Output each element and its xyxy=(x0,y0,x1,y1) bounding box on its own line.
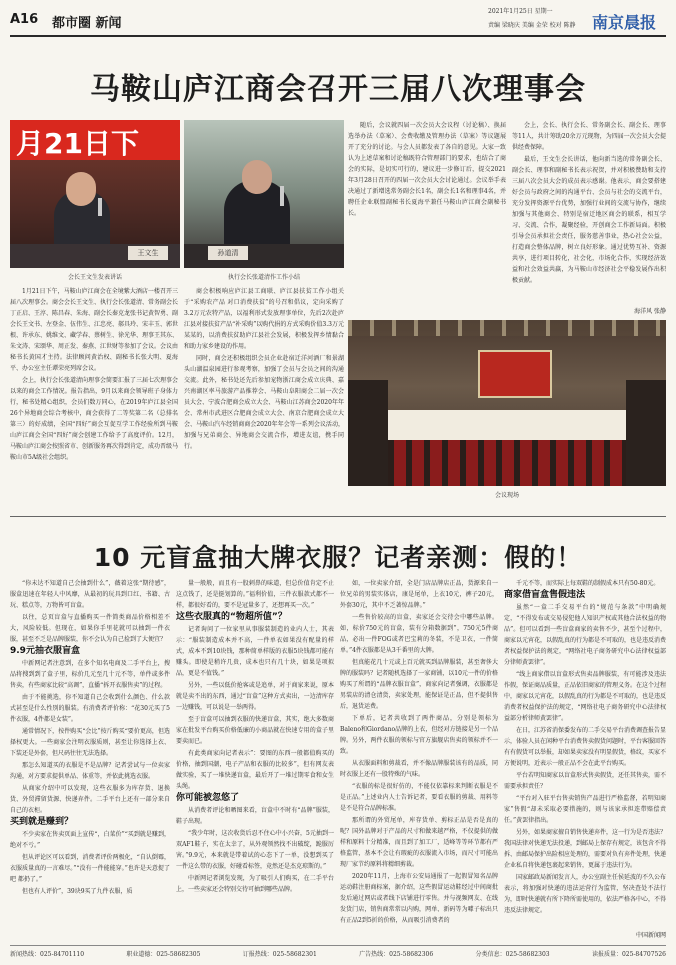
page-footer xyxy=(10,945,666,958)
paragraph: 国家邮政局新闻发言人，办公室副主任侯延波的不久公布表示，将加强对快递的违法运营行为监管，坚决查处不法行为，即时快递就有所下降所需使用的，依法严格各中心，不得违反法律规定。 xyxy=(504,874,666,914)
paragraph: 平台若明知商家以盲盒形式售卖假货，还任其售卖，需不需要承担责任？ xyxy=(504,772,666,790)
footer-ads: 广告热线：025-58682306 xyxy=(359,951,434,958)
subheading: 商家借盲盒售假违法 xyxy=(504,590,586,600)
paragraph: 最后，王文生会长讲话，他向新当选的常务副会长、副会长、理事和副秘书长表示祝贺，并对积极赞助和支持三届八次会员大会的成员表示感谢。他表示，商会要搭建好会员与政府之间的沟通平台、会员与社会的交流平台，充分发挥资源平台优势，加强行业间的交流与协作，继续加强与其他商会、特别是宿迁地区商会的联系，相互学习、交流、合作，凝聚经验，开创商会工作新局面。积极引导会员承担社会责任，服务慈善事业，热心社会公益，打造商会整体品牌，树立良好形象。通过优势互补、资源共享，进行项目转化，社会化，市场化合作，实现经济效益和社会效益共赢，为马鞍山市经济社会平稳发展作出积极贡献。 xyxy=(512,156,666,284)
page-number: A16 xyxy=(10,12,39,27)
paragraph: “你未达不知道自己会抽到什么”，薇着这张“期待感”，服盒迅速在年轻人中风靡，从最初的玩具到口红、书籍、古玩、糕点等，万物皆可盲盒。 xyxy=(10,580,170,609)
paragraph: 同时，商会还积极组织会员企业赴宿迁洋河酒厂和景湖头山湖温泉园进行参观考察，加强了会员与会员之间的沟通交流。此外，秘书处还先后参加宠物浙江商会成立庆典、嘉兴南湖区率马旅游产品推荐会、马鞍山阜阳商会二届一次会员大会、宁波合肥商会成立大会、马鞍山江苏商会2020年年会、常州市武进区合肥商会成立大会、南京合肥商会成立大会、马鞍山汽车经销商商会2020年年会等一系列会议活动，加强与兄弟商会、异地商会交流合作，增进友谊，携手同行。 xyxy=(184,355,344,450)
paragraph: 但真能花几十元或上百元就买到品牌服装，甚至奢侈大牌的服装吗？记者随机选择了一家商铺，以10元一件的价格购买了所谓的“品牌衣服盲盒”，商家向记者强调，衣服都是男装店的清仓清货，卖家处理，能保证是正品，但不提供售后，退货运费。 xyxy=(340,659,498,710)
issue-date: 2021年1月25日 星期一 xyxy=(488,8,553,15)
article2-headline: 10 元盲盒抽大牌衣服？记者亲测：假的！ xyxy=(93,543,583,572)
paragraph: 中新网记者浏览发现，为了吸引人们购买，在二手平台上，一些卖家还会特别交待可抽到哪些品牌。 xyxy=(176,875,334,893)
article2-column-2 xyxy=(176,578,334,942)
footer-ethics: 职业道德：025-58682305 xyxy=(126,951,201,958)
photo3-caption: 会议现场 xyxy=(494,492,519,499)
photo-nameplate: 王文生 xyxy=(128,246,168,260)
article1-headline: 马鞍山庐江商会召开三届八次理事会 xyxy=(90,72,586,107)
subheading: 9.9元抽衣服盲盒 xyxy=(10,646,80,656)
article1-byline: 海洋风 张静 xyxy=(634,308,666,315)
paragraph: 至于盲盒可以抽到衣服的快递盲盒，其实，绝大多数商家在批发平台购买价格低廉的小商品就在快速专用的盒子里要卖而已。 xyxy=(176,716,334,745)
paragraph: 商会积极响应庐江县工商联、庐江县扶贫工作小组关于“采购农产品 对口消费扶贫”的号召和倡议，定向采购了3.2万元农特产品，以福利形式发放理事单位，先后2次赴庐江县对接扶贫产品“补采购”以购代捐的方式采购价值3.3万元某某的，以消费扶贫助庐江县社会发展，积极发挥乡情黏合和助力家乡建设的作用。 xyxy=(184,288,344,350)
page-header xyxy=(0,0,676,40)
paragraph: 另外，如果商家擅自销售快递弃件，这一行为是否违法？我国法律对快递无法投递，到邮局上保存有规定，该包含不得拆、由邮局保护出险相应处理的，需要对负有弃件处理，快递企业私自将快递包裹起来销售，更属于违法行为。 xyxy=(504,829,666,869)
paragraph: 在日，江苏省消保委发布的二手交易平台消费调查报告显示，体验人员在闲种平台消费售卖假货问题时，平台客服回答有有假货可以举报，却如果卖家没有明显假货，格纹，买家不方便说明，近表示一般正品不会在此平台购买。 xyxy=(504,727,666,767)
photo-speaker-zhang xyxy=(184,120,344,268)
paragraph: 虽然“一盒二手交易平台的“规范与条款”中明确规定，“不得发布或交易侵犯他人知识产权或其他合法权益的物品”。但可以看到一些盲盒商家的卖售不少，甚至个过程中，商家以元宵花，以假乱真的行为都是不可取的，也是违反消费者权益保护法的规定，“网络社电子商务研究中心法律权益部分律师黄罢律”。 xyxy=(504,604,666,666)
photo1-caption: 会长王文生发表讲话 xyxy=(67,274,122,281)
article2-column-3 xyxy=(340,578,498,942)
paragraph: 下单后，记者共收到了两件商品，分别是领标为Baleno和Giordano品牌的上衣，但经对方链接是另一个品牌。另外，两件衣服的领标与官方旗舰店售卖的领标并不一致。 xyxy=(340,715,498,755)
subheading: 你可能被忽悠了 xyxy=(176,793,240,803)
paragraph: “衣服的标是很好仿的，不能仅依靠标来判断衣服是不是正品。”上述业内人士告诉记者，要看衣服的剪裁、用料等是不是符合品牌标准。 xyxy=(340,783,498,812)
paragraph: 不少卖家在售卖页面上宣传“，白菜价”“买到就是赚到，绝对不亏。” xyxy=(10,831,170,849)
article1-column-2 xyxy=(184,286,344,510)
paragraph: 从商家介绍中可以发现，这些衣服多为库存货、退换货、外贸滞留货源、快递弃件。二手平台上还有一部分来自自己的衣柜。 xyxy=(10,785,170,814)
paragraph: 通常情况下，按件购买“会比”按斤购买“要价更高，但选择权更大。一些商家会注明衣服质则，甚至让你选择上衣、下装还是外套，但尺码往往无法选择。 xyxy=(10,728,170,757)
paragraph: 随后，会议就四届一次会员大会议程（讨论稿）、换届选举办法（草案）、会费收缴及管理办法（草案）等议题展开了充分的讨论。与会人员都发表了各自的意见。大家一致认为上述草案和讨论稿既符合管理部门的要求，也结合了商会的实际，是切实可行的，建议进一步修订后，提交2021年3月28日召开的四届一次会员大会讨论通过。会议举手表决通过了新增选常务副会长1名，副会长1名和理事4名，并聘任企业联盟副秘书长夏海平兼任马鞍山庐江商会副秘书长。 xyxy=(348,122,506,217)
subheading: 买到就是赚到？ xyxy=(10,817,74,827)
photo-meeting-hall xyxy=(348,320,666,486)
photo2-caption: 执行会长张道清作工作小结 xyxy=(227,274,300,281)
article1-column-4 xyxy=(512,120,666,306)
section-divider xyxy=(10,516,666,517)
article1-column-3 xyxy=(348,120,506,316)
photo-nameplate-2: 孙道清 xyxy=(208,246,248,260)
paragraph: 从消费者评论和晒图来看，盲盒中不时有“品牌”服装，鞋子出现。 xyxy=(176,807,334,825)
paragraph: 如，一位卖家介绍，全是门店品牌店正品，货源来自一位兄弟的男装实体店，康是尾单，上衣10元，裤子20元，外套30元，其中不乏著惊品牌。” xyxy=(340,580,498,609)
footer-subscribe: 订报热线：025-58682301 xyxy=(242,951,317,958)
section-title: 都市圈 新闻 xyxy=(52,16,122,31)
paragraph: “平台对入驻平台售卖销售产品进行严格监督，若明知商家”售假“却未采取必要措施的，则与该家承担连带赔偿责任。”黄罢律指出。 xyxy=(504,795,666,824)
paragraph: 有此类商家向记者表示”：要图的东西一般都值购买的价格，抽到国潮，电子产品和衣服的比较多”，但有网友表做实验，买了一堆快递盲盒，最后开了一堆过期零食和女生头绳。 xyxy=(176,750,334,790)
article2-source: 中国新闻网 xyxy=(635,932,666,939)
paragraph: 但从评论区可以看到，消费者评价两极化，“自认倒霉，衣服质量真的一言难尽。”“没有一件能能穿。”也许是天意捉了吧 都扔了。” xyxy=(10,854,170,883)
paragraph: 一些售价较高的盲盒，卖家还会交待会中哪些品牌。如，标价750元的盲盒，装有分箱数据到”，750元5件商品，必出一件FOG或者巴宝莉的冬装，不是卫衣，一件简单。”4件衣服都是从3千番里的大牌。 xyxy=(340,614,498,654)
subheading: 这些衣服真的“物超所值”？ xyxy=(176,612,287,622)
paragraph: 另外，一些以低价抢客或是追单，对于商家来说，原本就是卖不出的东西，通过“盲盒”这种方式卖出，一边清库存一边赚钱，可以说是一举两得。 xyxy=(176,682,334,711)
paragraph: “线上商家借以盲盒形式售卖品牌服装，有可能涉及违法作假，保证商品质量，正品依旧商家的管理义务。在这个过程中，商家以元宵花，以假乱真的行为都是不可取的，也是违反消费者权益保护法的规定，“网络社电子商务研究中心法律权益部分析律师黄罢律”。 xyxy=(504,671,666,722)
paragraph: 从衣服面料和剪裁看，并不像品牌服装该有的品质，同时衣服上还有一股特殊的气味。 xyxy=(340,760,498,778)
footer-classified: 分类信息：025-58682303 xyxy=(475,951,550,958)
paragraph: 会上，执行会长张道清向理事会简要汇报了三届七次理事会以来的商会工作情况。报告指出，9月以来商会领导班子身体力行，秘书处精心组织，会员们数万同心，在2019年庐江县全国26个异地商会综合考核中，商会获得了二等奖第二名（总排名第三）的好成绩，全国“四好”商会互促互学工作经验所到马鞍山庐江商会全国“四好”商会创建工作给予了高度评价。12月，马鞍山庐江商会按照省市、创新服务再次得到肯定，成功晋级马鞍山市5A级社会组织。 xyxy=(10,377,178,461)
paragraph: 但也有人评价”，39块9买了九件衣服，质 xyxy=(22,888,133,895)
footer-hotline: 新闻热线：025-84701110 xyxy=(10,951,85,958)
paragraph: 2020年11月，上海市公安局通报了一起假冒知名品牌运动鞋注册商标案，据介绍，这些假冒运动鞋经过中间商批发后通过网店或者线下店铺进行零售。并与视频网友、在线发货门店，销售商常常以内购，网单、新码等为噱子标出只有正品2到5折的价格，从而吸引消费者的 xyxy=(340,873,498,924)
paragraph: 由于不能挑选，你不知道自己会收到什么颜色、什么款式甚至是什么性别的服装。有消费者评价称：“花30元买了5件衣服，4件都是女装”。 xyxy=(10,694,170,723)
newspaper-logo: 南京晨报 xyxy=(592,13,657,32)
paragraph: 千元不等，而实际上每双鞋的制假成本只有50-80元。 xyxy=(516,580,660,587)
paragraph: 会上，会长、执行会长、常务副会长、副会长、理事等11人，共计筹助20余万元现物，为四届一次会员大会提供经费保障。 xyxy=(512,122,666,151)
article2-column-4 xyxy=(504,578,666,928)
editors-line: 责编 梁晓庆 美编 金荣 校对 陈静 xyxy=(488,22,576,29)
footer-quality: 读报质量：025-84707526 xyxy=(591,951,666,958)
paragraph: 1月21日下午，马鞍山庐江商会在全境紫大酒店一楼召开三届八次理事会。商会会长王文生、执行会长张道清、常务副会长丁正启、王淳、陈昌春、朱海、副会长秦克龙张书记黄智勇、副会长王文书、左登金、伍伟生、江忠亮、郝具玲、宋丰玉、郭世根、许承东、姚维文、藏学春、蔡树生、徐光华、理事王其东、朱文涛、宋颂华、周正发、秦燕、江世财等参加了会议。会议由秘书长黄国才主持。法律顾问黄治权、副秘书长张大明、夏海平、办公室主任谭荣亮列席会议。 xyxy=(10,288,178,372)
article1-column-1 xyxy=(10,286,178,510)
paragraph: 以往，总页盲盒与直播购买一件简类商品价格相差不大，风险较低。但现在，如果你手里花就可以抽到一件衣服，甚至不乏是品牌服装，你不会认为自己捡到了大便宜？ xyxy=(10,614,170,643)
header-rule xyxy=(10,35,666,37)
paragraph: 那怎么知道买的衣服是不是品牌？记者尝试与一位卖家沟通，对方要求提供单品、体重等，并依此挑选衣服。 xyxy=(10,762,170,780)
paragraph: 量一般般，而且有一股刺鼻的味道，但总价值肯定不止这点钱了，还是挺划算的。”福利价值，三件衣服款式都不一样，都很好看的，要不是冠量多了，还想再买一次。” xyxy=(176,580,334,609)
article2-column-1 xyxy=(10,578,170,942)
paragraph: 中新网记者注意到，在多个知名电商及二手平台上，搜品将搜到到了盒子里，标价几元至几十元不等，单件或多件售卖，有些商家比较“高调”，直播“拆开衣服售卖”的过程。 xyxy=(10,660,170,689)
photo-banner-text: 月21日下 xyxy=(16,127,139,160)
photo-speaker-wang xyxy=(10,120,180,268)
paragraph: 那所谓的外贸尾单，库存货单、剪标正品是否是真的呢？国外品牌对于产品的尺寸和做来越严格，不仅提供的做样和原料十分精准，而且到了加工厂，适峰等等环节都有严格监管，基本不会让有瑕疵的衣服流入市场，而尺寸可能出现厂家节约原料将精细剪裁。 xyxy=(340,817,498,868)
paragraph: “我少年时，这次收货后忍不住心中小兴奋，5元抽到一双AF1鞋子，实在太幸了，从外观领然找不出破绽，跪服厉害。”9.9元，本来就是带着试的心态下了一单，没想到买了一件这么带的衣服，好碰看标签，竟然还是杰克琼斯的。” xyxy=(176,830,334,870)
paragraph: 记者询问了一位家里从事服装制造的业内人士，其表示：“服装制造成本并不高，一件单衣如果没有配量的样式，成本不到10块钱，那种简单样版的衣服5块钱都可能有赚头。即使是稍许几贵，成本也只有几十块，如果是项拟品，更是不值钱。” xyxy=(176,626,334,677)
